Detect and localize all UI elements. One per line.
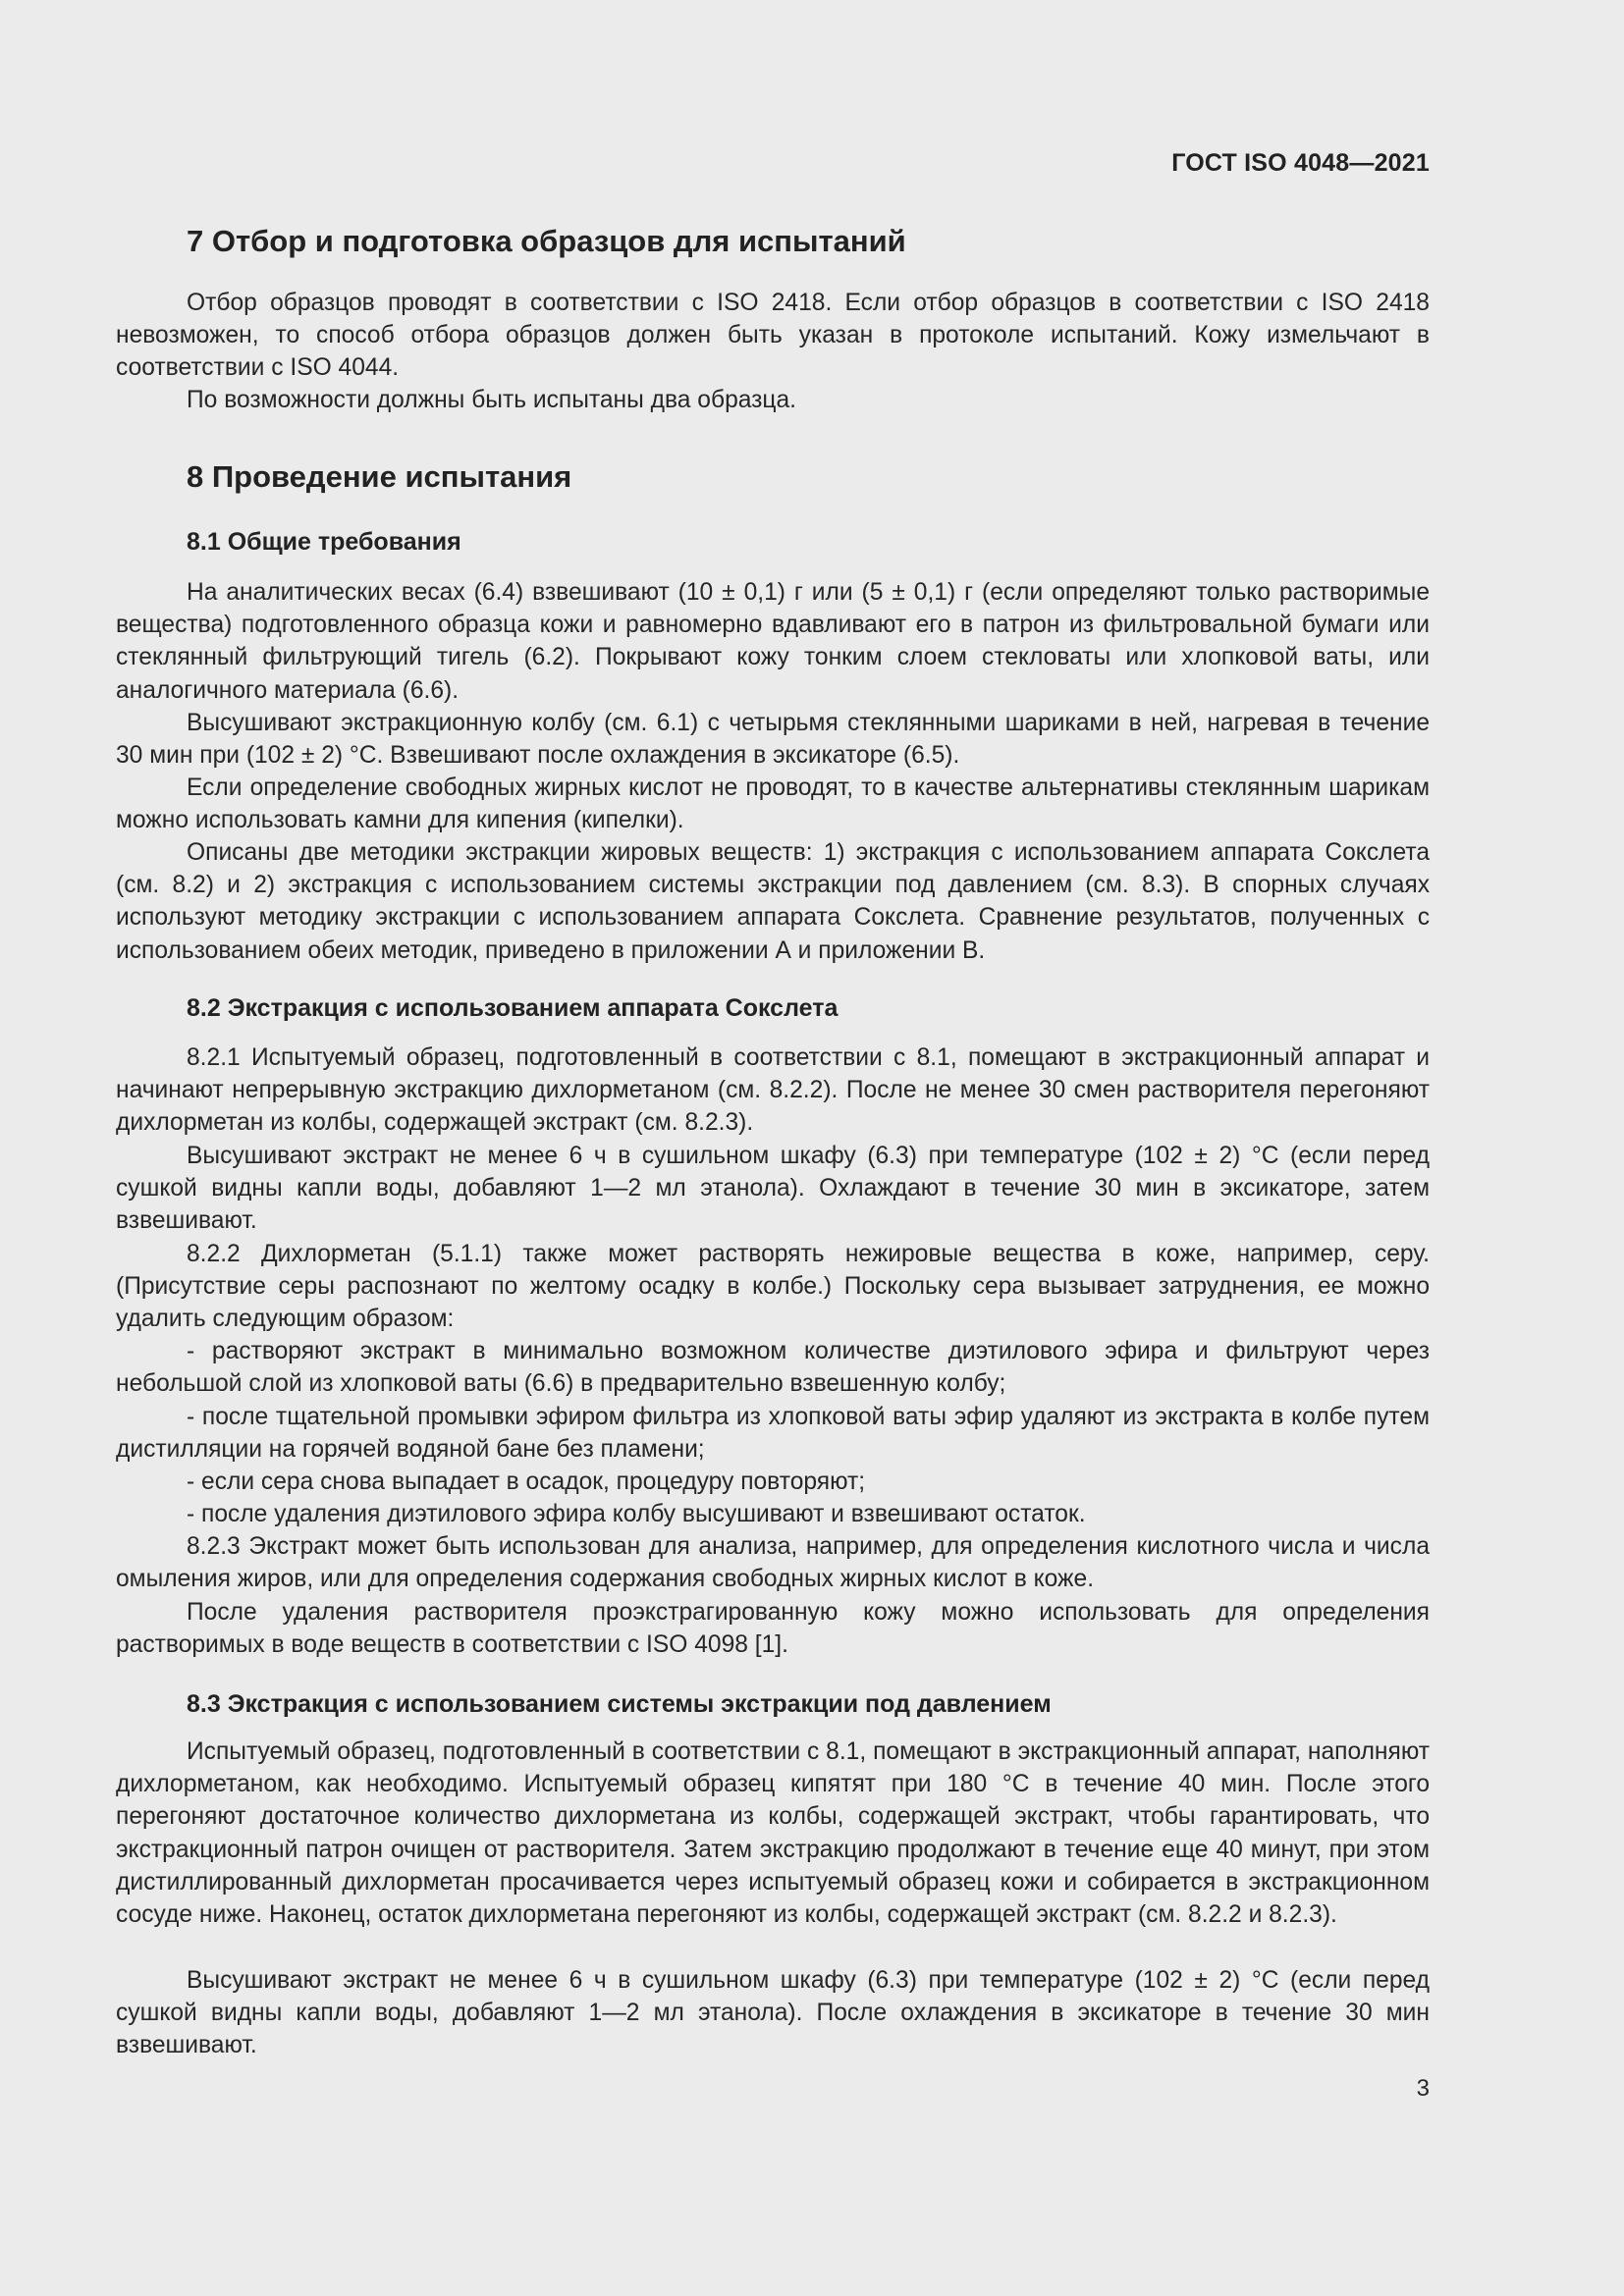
list-item: - растворяют экстракт в минимально возможном количестве диэтилового эфира и фильтруют через небольшой слой из хлопковой ваты (6.6) в предварительно взвешенную колбу;	[116, 1338, 1430, 1398]
section-8-2-2-paragraph: 8.2.2 Дихлорметан (5.1.1) также может растворять нежировые вещества в коже, например, серу. (Присутствие серы распознают по желтому осадку в колбе.) Поскольку сера вызывает затруднения, ее можно удалить следующим образом:	[116, 1241, 1430, 1333]
section-8-2-title: 8.2 Экстракция с использованием аппарата Сокслета	[187, 994, 839, 1022]
section-8-3-title: 8.3 Экстракция с использованием системы экстракции под давлением	[187, 1690, 1052, 1718]
section-8-1-paragraph-3: Если определение свободных жирных кислот не проводят, то в качестве альтернативы стеклянным шарикам можно использовать камни для кипения (кипелки).	[116, 774, 1430, 834]
section-8-2-1-paragraph-2: Высушивают экстракт не менее 6 ч в сушильном шкафу (6.3) при температуре (102 ± 2) °С (если перед сушкой видны капли воды, добавляют 1—2 мл этанола). Охлаждают в течение 30 мин в эксикаторе, затем взвешивают.	[116, 1143, 1430, 1235]
section-8-3-paragraph-1: Испытуемый образец, подготовленный в соответствии с 8.1, помещают в экстракционный аппарат, наполняют дихлорметаном, как необходимо. Испытуемый образец кипятят при 180 °С в течение 40 мин. После этого перегоняют достаточное количество дихлорметана из колбы, содержащей экстракт, чтобы гарантировать, что экстракционный патрон очищен от растворителя. Затем экстракцию продолжают в течение еще 40 минут, при этом дистиллированный дихлорметан просачивается через испытуемый образец кожи и собирается в экстракционном сосуде ниже. Наконец, остаток дихлорметана перегоняют из колбы, содержащей экстракт (см. 8.2.2 и 8.2.3).	[116, 1738, 1430, 1929]
section-7-title: 7 Отбор и подготовка образцов для испытаний	[187, 224, 906, 258]
section-8-title: 8 Проведение испытания	[187, 459, 572, 494]
section-8-2-3-paragraph-2: После удаления растворителя проэкстрагированную кожу можно использовать для определения растворимых в воде веществ в соответствии с ISO 4098 [1].	[116, 1599, 1430, 1659]
section-8-2-1-paragraph: 8.2.1 Испытуемый образец, подготовленный в соответствии с 8.1, помещают в экстракционный аппарат и начинают непрерывную экстракцию дихлорметаном (см. 8.2.2). После не менее 30 смен растворителя перегоняют дихлорметан из колбы, содержащей экстракт (см. 8.2.3).	[116, 1044, 1430, 1137]
section-8-1-paragraph-1: На аналитических весах (6.4) взвешивают (10 ± 0,1) г или (5 ± 0,1) г (если определяют только растворимые вещества) подготовленного образца кожи и равномерно вдавливают его в патрон из фильтровальной бумаги или стеклянный фильтрующий тигель (6.2). Покрывают кожу тонким слоем стекловаты или хлопковой ваты, или аналогичного материала (6.6).	[116, 579, 1430, 704]
section-8-3-paragraph-2: Высушивают экстракт не менее 6 ч в сушильном шкафу (6.3) при температуре (102 ± 2) °С (если перед сушкой видны капли воды, добавляют 1—2 мл этанола). После охлаждения в эксикаторе в течение 30 мин взвешивают.	[116, 1967, 1430, 2059]
section-7-paragraph-1: Отбор образцов проводят в соответствии с ISO 2418. Если отбор образцов в соответствии с ISO 2418 невозможен, то способ отбора образцов должен быть указан в протоколе испытаний. Кожу измельчают в соответствии с ISO 4044.	[116, 290, 1430, 382]
section-8-1-paragraph-2: Высушивают экстракционную колбу (см. 6.1) с четырьмя стеклянными шариками в ней, нагревая в течение 30 мин при (102 ± 2) °С. Взвешивают после охлаждения в эксикаторе (6.5).	[116, 710, 1430, 770]
page-number: 3	[1416, 2075, 1430, 2102]
list-item: - если сера снова выпадает в осадок, процедуру повторяют;	[187, 1468, 866, 1495]
section-8-1-paragraph-4: Описаны две методики экстракции жировых веществ: 1) экстракция с использованием аппарата Сокслета (см. 8.2) и 2) экстракция с использованием системы экстракции под давлением (см. 8.3). В спорных случаях используют методику экстракции с использованием аппарата Сокслета. Сравнение результатов, полученных с использованием обеих методик, приведено в приложении А и приложении В.	[116, 839, 1430, 964]
list-item: - после тщательной промывки эфиром фильтра из хлопковой ваты эфир удаляют из экстракта в колбе путем дистилляции на горячей водяной бане без пламени;	[116, 1404, 1430, 1464]
section-8-1-title: 8.1 Общие требования	[187, 528, 461, 556]
section-7-paragraph-2: По возможности должны быть испытаны два образца.	[187, 387, 797, 413]
list-item: - после удаления диэтилового эфира колбу высушивают и взвешивают остаток.	[187, 1501, 1086, 1527]
document-code: ГОСТ ISO 4048—2021	[1171, 149, 1430, 177]
section-8-2-3-paragraph: 8.2.3 Экстракт может быть использован для анализа, например, для определения кислотного числа и числа омыления жиров, или для определения содержания свободных жирных кислот в коже.	[116, 1533, 1430, 1593]
